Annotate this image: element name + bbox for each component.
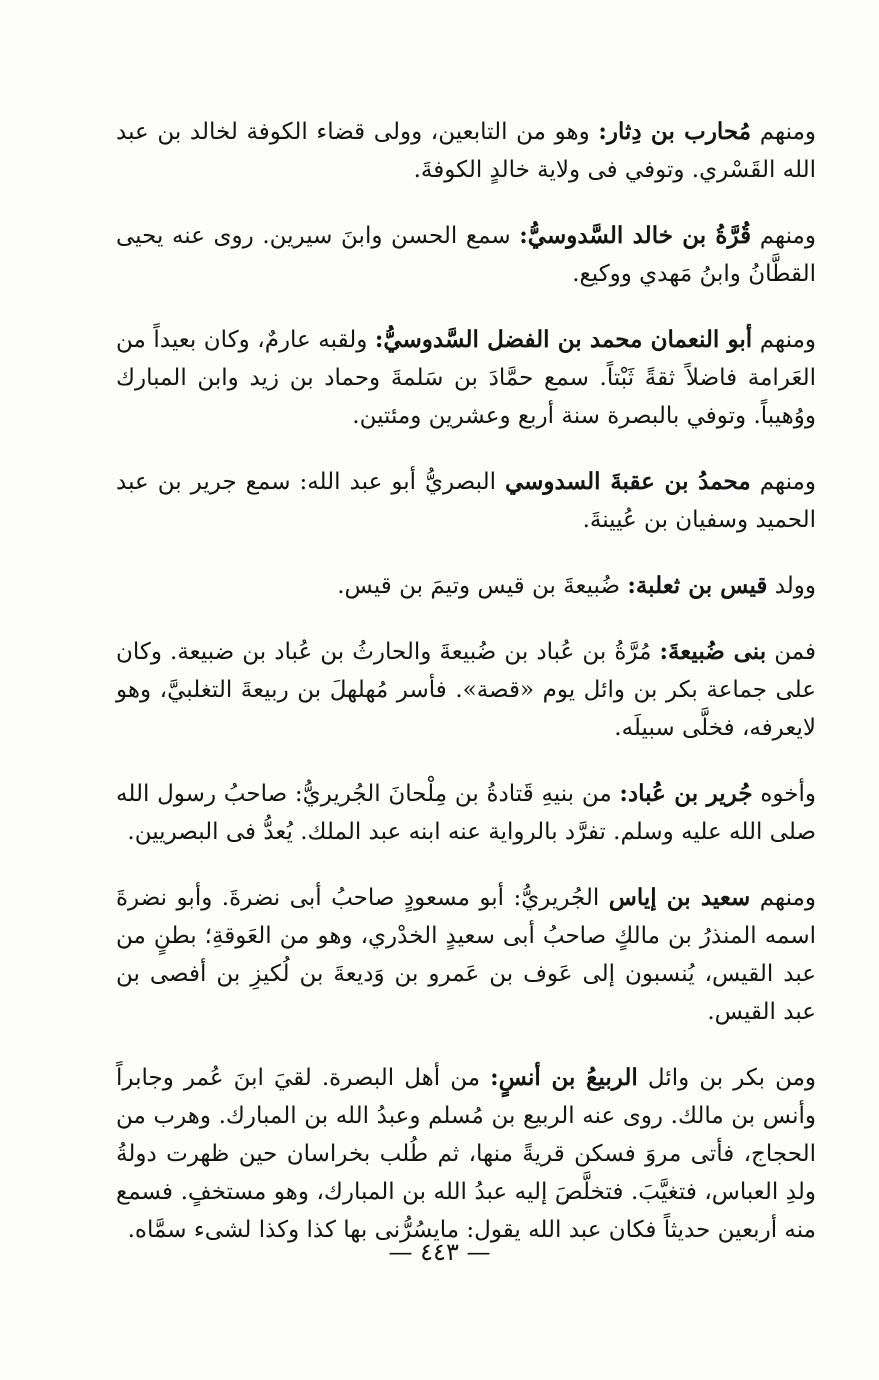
paragraph-prefix: فمن bbox=[766, 639, 816, 665]
biography-name: قُرَّةُ بن خالد السَّدوسيُّ: bbox=[519, 222, 752, 249]
biography-name: الربيعُ بن أنسٍ: bbox=[490, 1064, 638, 1091]
paragraph-prefix: ومنهم bbox=[750, 469, 816, 495]
paragraph-prefix: وولد bbox=[767, 573, 816, 599]
paragraph-text: مُرَّةُ بن عُباد بن ضُبيعةَ والحارثُ بن عُباد بن ضبيعة. وكان على جماعة بكر بن وائل يوم «قصة». فأسر مُهلهلَ بن ربيعةَ التغلبيَّ، وهو لايعرفه، فخلَّى سبيلَه. bbox=[116, 639, 816, 741]
paragraph bbox=[116, 321, 816, 435]
paragraph bbox=[116, 463, 816, 539]
paragraph bbox=[116, 775, 816, 851]
paragraph-text: من بنيهِ قَتادةُ بن مِلْحانَ الجُريريُّ: صاحبُ رسول الله صلى الله عليه وسلم. تفرَّد بالرواية عنه ابنه عبد الملك. يُعدُّ فى البصريين. bbox=[116, 781, 816, 845]
paragraph-text: الجُريريُّ: أبو مسعودٍ صاحبُ أبى نضرةَ. وأبو نضرةَ اسمه المنذرُ بن مالكٍ صاحبُ أبى سعيدٍ الخدْري، وهو من العَوقةِ؛ بطنٍ من عبد القيس، يُنسبون إلى عَوف بن عَمرو بن وَديعةَ بن لُكيزِ بن أفصى بن عبد القيس. bbox=[116, 885, 816, 1025]
biography-name: سعيد بن إياس bbox=[608, 884, 751, 911]
paragraph-prefix: وأخوه bbox=[752, 781, 816, 807]
paragraph-prefix: ومنهم bbox=[751, 119, 817, 145]
paragraph bbox=[116, 879, 816, 1031]
paragraph bbox=[116, 1059, 816, 1249]
paragraph-prefix: ومنهم bbox=[750, 885, 816, 911]
paragraph bbox=[116, 567, 816, 605]
paragraph-text: ولقبه عارمٌ، وكان بعيداً من العَرامة فاضلاً ثقةً ثَبْتاً. سمع حمَّادَ بن سَلمةَ وحماد بن زيد وابن المبارك ووُهيباً. وتوفي بالبصرة سنة أربع وعشرين ومئتين. bbox=[116, 327, 816, 429]
paragraph bbox=[116, 217, 816, 293]
biography-name: محمدُ بن عقبةَ السدوسي bbox=[504, 468, 751, 495]
paragraph bbox=[116, 113, 816, 189]
paragraph-prefix: ومنهم bbox=[752, 327, 816, 353]
biography-name: بنى ضُبيعةَ: bbox=[659, 638, 767, 665]
paragraph-text: البصريُّ أبو عبد الله: سمع جرير بن عبد الحميد وسفيان بن عُيينةَ. bbox=[116, 469, 816, 533]
biography-name: أبو النعمان محمد بن الفضل السَّدوسيُّ: bbox=[374, 326, 753, 353]
biography-name: جُرير بن عُباد: bbox=[619, 780, 753, 807]
paragraph-text: وهو من التابعين، وولى قضاء الكوفة لخالد بن عبد الله القَسْري. وتوفي فى ولاية خالدٍ الكوفةَ. bbox=[116, 119, 816, 183]
paragraph bbox=[116, 633, 816, 747]
paragraph-text: سمع الحسن وابنَ سيرين. روى عنه يحيى القطَّانُ وابنُ مَهدي ووكيع. bbox=[116, 223, 816, 287]
paragraph-text: ضُبيعةَ بن قيس وتيمَ بن قيس. bbox=[337, 573, 628, 599]
biography-name: مُحارب بن دِثار: bbox=[598, 118, 752, 145]
paragraph-prefix: ومنهم bbox=[751, 223, 816, 249]
page-number: — ٤٤٣ — bbox=[388, 1238, 491, 1266]
page-body bbox=[116, 113, 816, 1277]
biography-name: قيس بن ثعلبة: bbox=[627, 572, 768, 599]
paragraph-prefix: ومن بكر بن وائل bbox=[637, 1065, 817, 1091]
paragraph-text: من أهل البصرة. لقيَ ابنَ عُمر وجابراً وأنس بن مالك. روى عنه الربيع بن مُسلم وعبدُ الله بن المبارك. وهرب من الحجاج، فأتى مروَ فسكن قريةً منها، ثم طُلب بخراسان حين ظهرت دولةُ ولدِ العباس، فتغيَّبَ. فتخلَّصَ إليه عبدُ الله بن المبارك، وهو مستخفٍ. فسمع منه أربعين حديثاً فكان عبد الله يقول: مايسُرُّنى بها كذا وكذا لشىء سمَّاه. bbox=[116, 1065, 816, 1243]
